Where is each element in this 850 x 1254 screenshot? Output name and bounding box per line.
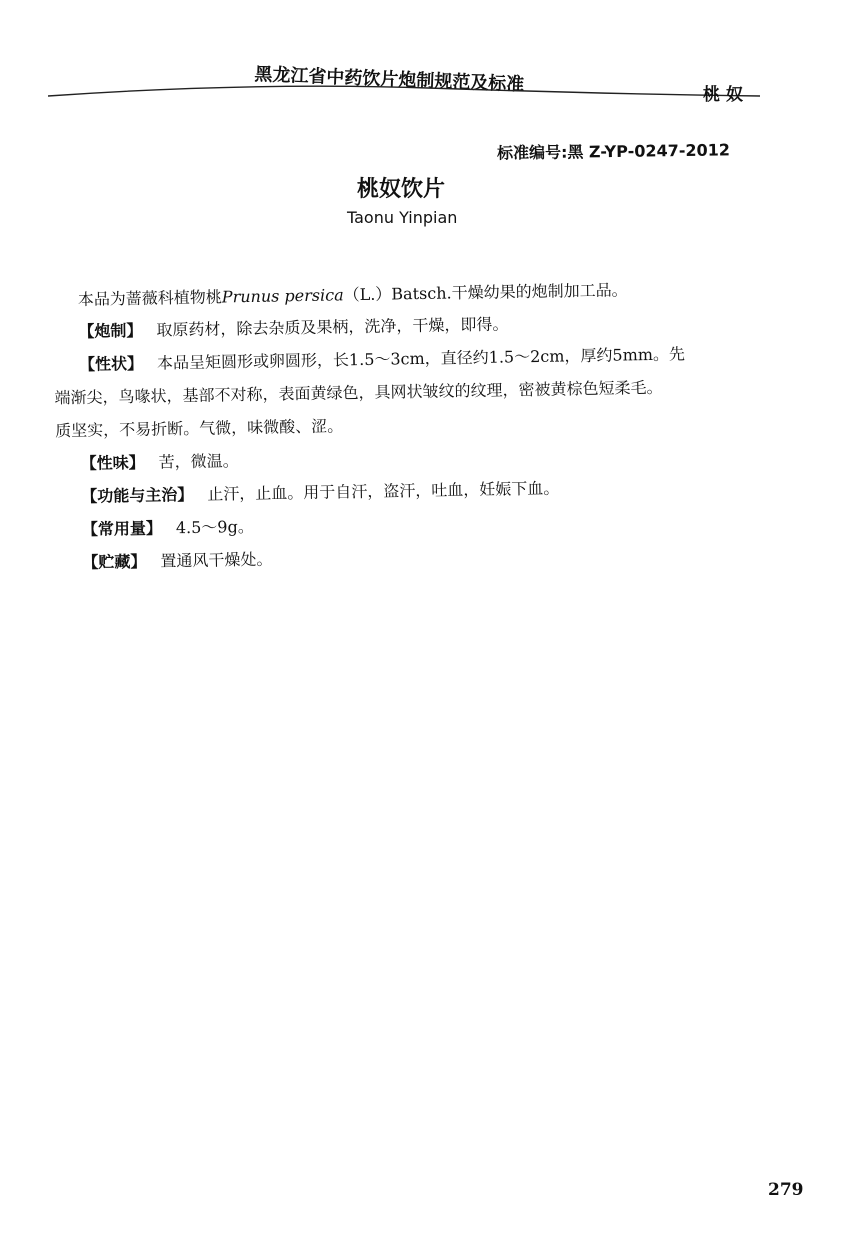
page-title: 桃奴饮片 [357, 177, 446, 202]
character-text-line2: 端渐尖，鸟喙状，基部不对称，表面黄绿色，具网状皱纹的纹理，密被黄棕色短柔毛。 [54, 377, 663, 408]
section-title: 桃奴 [703, 85, 749, 105]
nature-item [81, 451, 239, 474]
character-text-line3: 质坚实，不易折断。气微，味微酸、涩。 [54, 416, 344, 441]
character-text-line1: 本品呈矩圆形或卵圆形，长1.5～3cm，直径约1.5～2cm，厚约5mm。先 [156, 344, 686, 373]
dosage-text: 4.5～9g。 [175, 516, 254, 538]
header-rule [48, 70, 760, 110]
intro-text: 本品为蔷薇科植物桃 [77, 287, 223, 309]
character-line-2 [54, 378, 662, 409]
storage-item [82, 550, 272, 573]
dosage-tag: 【常用量】 [81, 518, 163, 539]
dosage-item [82, 517, 254, 540]
processing-tag: 【炮制】 [78, 320, 143, 341]
character-tag: 【性状】 [78, 353, 144, 374]
page-number: 279 [768, 1180, 804, 1200]
storage-text: 置通风干燥处。 [160, 549, 273, 571]
page-subtitle: Taonu Yinpian [347, 208, 458, 227]
book-title: 黑龙江省中药饮片炮制规范及标准 [254, 63, 525, 96]
intro-paragraph [78, 280, 628, 310]
intro-text-end: （L.）Batsch.干燥幼果的炮制加工品。 [343, 280, 628, 305]
standard-number: 标准编号:黑 Z-YP-0247-2012 [496, 140, 731, 163]
nature-text: 苦，微温。 [158, 451, 239, 472]
nature-tag: 【性味】 [80, 452, 145, 473]
function-item [81, 479, 559, 507]
character-line-3 [55, 416, 343, 441]
latin-name: Prunus persica [221, 285, 344, 307]
character-item [79, 344, 685, 375]
function-text: 止汗，止血。用于自汗，盗汗，吐血，妊娠下血。 [207, 478, 560, 504]
processing-item [78, 314, 508, 342]
function-tag: 【功能与主治】 [81, 484, 194, 506]
storage-tag: 【贮藏】 [82, 551, 147, 572]
processing-text: 取原药材，除去杂质及果柄，洗净，干燥，即得。 [156, 314, 509, 340]
